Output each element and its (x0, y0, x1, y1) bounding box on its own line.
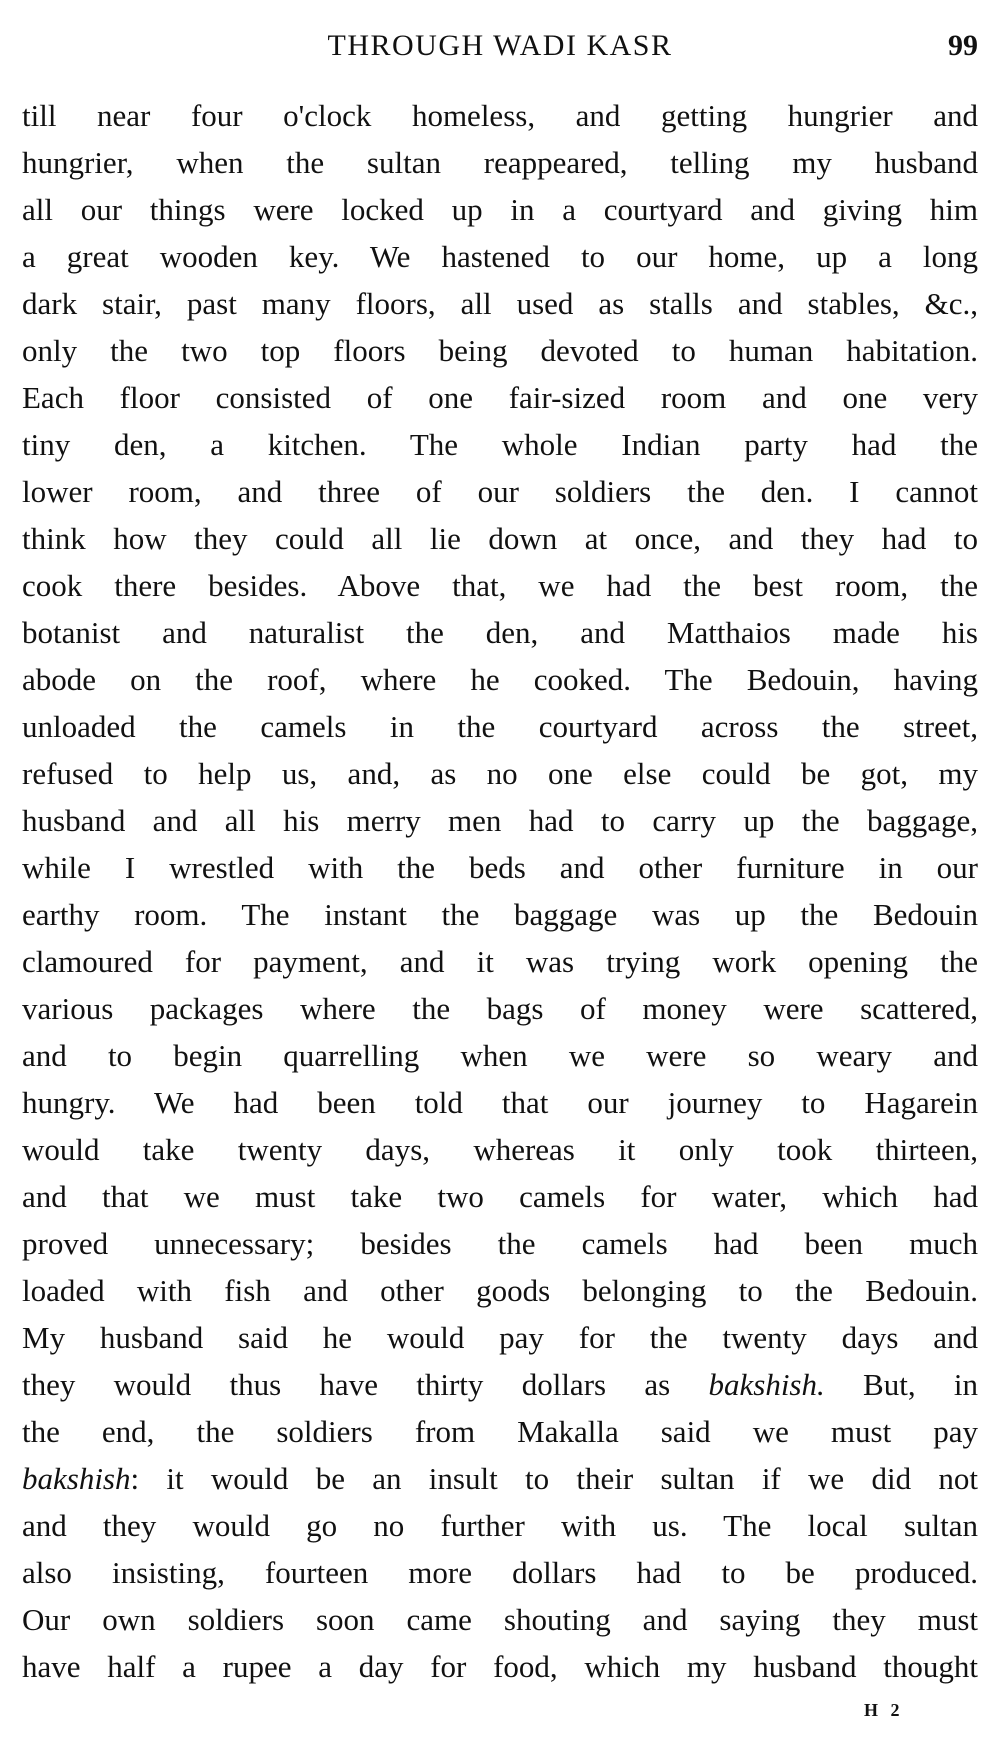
italic-term: bakshish (22, 1461, 131, 1496)
text-line: refused to help us, and, as no one else could be got, my (22, 756, 978, 791)
text-line: the end, the soldiers from Makalla said we must pay (22, 1414, 978, 1449)
text-line: and they would go no further with us. The local sultan (22, 1508, 978, 1543)
text-line: lower room, and three of our soldiers the den. I cannot (22, 474, 978, 509)
text-line: proved unnecessary; besides the camels had been much (22, 1226, 978, 1261)
text-line: all our things were locked up in a courtyard and giving him (22, 192, 978, 227)
text-line: loaded with fish and other goods belonging to the Bedouin. (22, 1273, 978, 1308)
text-line: clamoured for payment, and it was trying work opening the (22, 944, 978, 979)
text-line: Our own soldiers soon came shouting and saying they must (22, 1602, 978, 1637)
text-line: till near four o'clock homeless, and getting hungrier and (22, 98, 978, 133)
line-segment: : it would be an insult to their sultan if we did not (130, 1461, 978, 1496)
text-line: abode on the roof, where he cooked. The Bedouin, having (22, 662, 978, 697)
italic-term: bakshish. (708, 1367, 825, 1402)
text-line: dark stair, past many floors, all used as stalls and stables, &c., (22, 286, 978, 321)
running-head (22, 26, 978, 66)
text-line: Each floor consisted of one fair-sized room and one very (22, 380, 978, 415)
line-segment: But, in (863, 1367, 978, 1402)
text-line: unloaded the camels in the courtyard across the street, (22, 709, 978, 744)
line-segment: they would thus have thirty dollars as (22, 1367, 671, 1402)
text-line: husband and all his merry men had to carry up the baggage, (22, 803, 978, 838)
text-line: and that we must take two camels for water, which had (22, 1179, 978, 1214)
text-line: a great wooden key. We hastened to our home, up a long (22, 239, 978, 274)
text-line: while I wrestled with the beds and other furniture in our (22, 850, 978, 885)
text-line: also insisting, fourteen more dollars had to be produced. (22, 1555, 978, 1590)
text-line: My husband said he would pay for the twenty days and (22, 1320, 978, 1355)
text-line: botanist and naturalist the den, and Matthaios made his (22, 615, 978, 650)
page-number: 99 (948, 29, 978, 62)
text-line: only the two top floors being devoted to human habitation. (22, 333, 978, 368)
text-line: would take twenty days, whereas it only took thirteen, (22, 1132, 978, 1167)
text-line (22, 1455, 978, 1502)
text-line: various packages where the bags of money were scattered, (22, 991, 978, 1026)
text-line: think how they could all lie down at once, and they had to (22, 521, 978, 556)
text-line: earthy room. The instant the baggage was up the Bedouin (22, 897, 978, 932)
text-line: tiny den, a kitchen. The whole Indian party had the (22, 427, 978, 462)
text-line (22, 1361, 978, 1408)
text-line: and to begin quarrelling when we were so weary and (22, 1038, 978, 1073)
chapter-title: THROUGH WADI KASR (327, 29, 673, 62)
text-line: hungry. We had been told that our journey to Hagarein (22, 1085, 978, 1120)
text-line: cook there besides. Above that, we had the best room, the (22, 568, 978, 603)
text-line: have half a rupee a day for food, which my husband thought (22, 1649, 978, 1684)
signature-mark: H 2 (864, 1700, 904, 1720)
text-line: hungrier, when the sultan reappeared, telling my husband (22, 145, 978, 180)
body-text (22, 92, 978, 1690)
